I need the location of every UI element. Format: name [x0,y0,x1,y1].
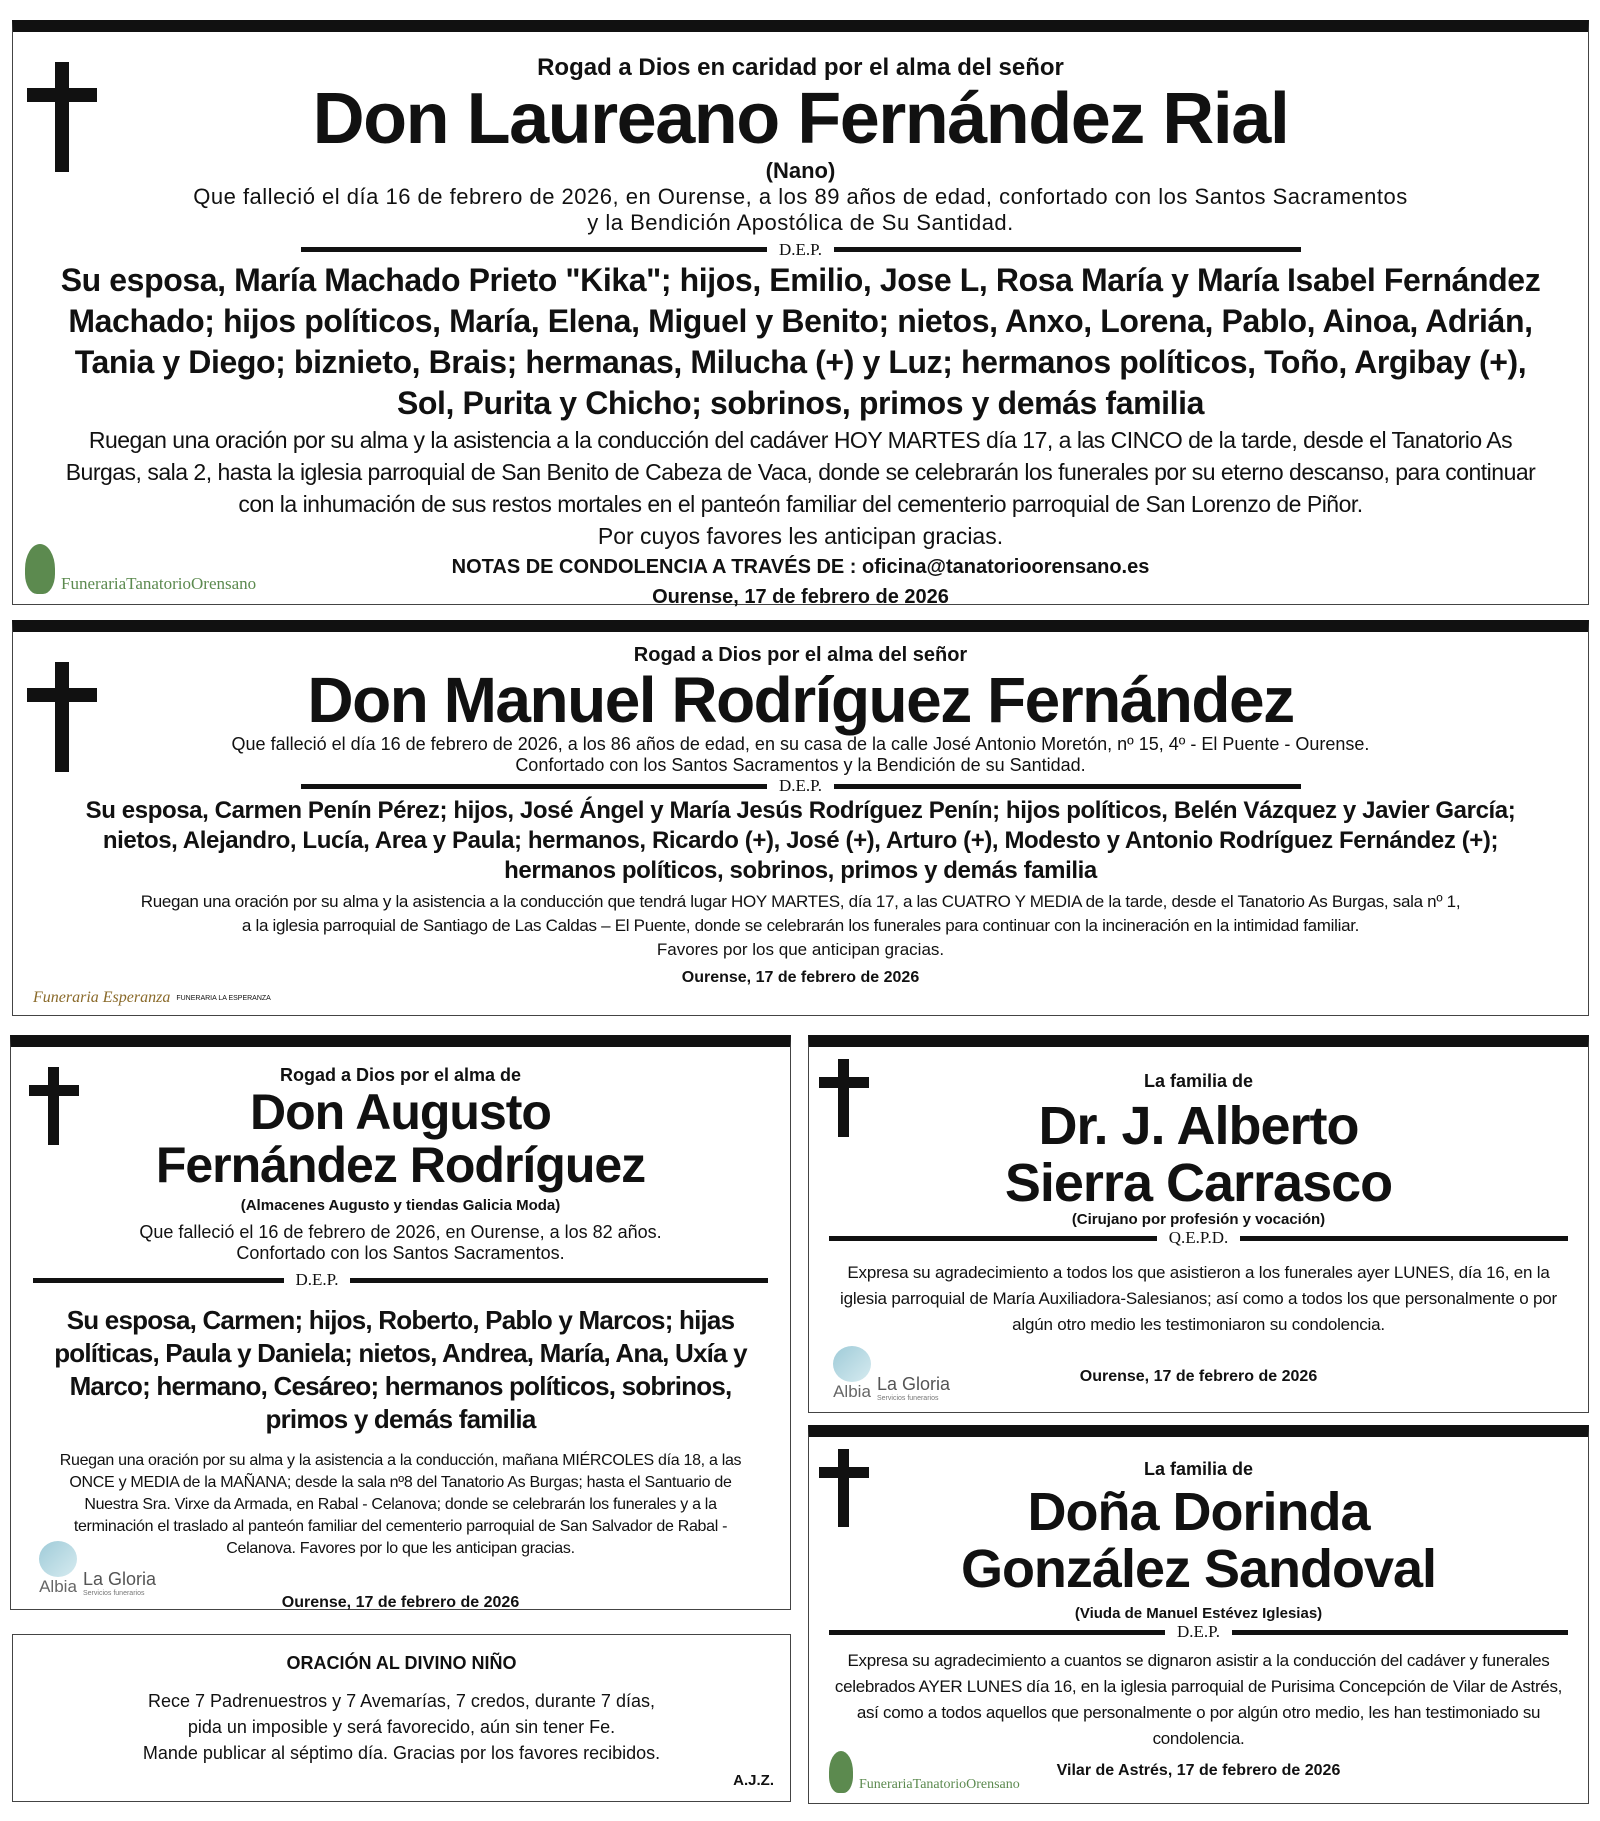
death-line: Confortado con los Santos Sacramentos y la Bendición de su Santidad. [515,755,1086,776]
funeral-home-logo: FunerariaTanatorioOrensano [829,1751,1020,1793]
intro: La familia de [1143,1459,1254,1479]
date: Vilar de Astrés, 17 de febrero de 2026 [1056,1762,1341,1780]
albia-icon [833,1346,871,1382]
thanks-dorinda [808,1425,1589,1804]
funeral-home-logo: Albia La Gloria Servicios funerarios [833,1346,950,1402]
deceased-name: Fernández Rodríguez [155,1136,646,1193]
thanks-alberto [808,1035,1589,1413]
date: Ourense, 17 de febrero de 2026 [1079,1368,1318,1386]
deceased-name: Sierra Carrasco [1004,1152,1393,1213]
thanks: Favores por los que anticipan gracias. [656,940,945,960]
prayer-line: Rece 7 Padrenuestros y 7 Avemarías, 7 credos, durante 7 días, [148,1691,655,1711]
service-details: Ruegan una oración por su alma y la asistencia a la conducción del cadáver HOY MARTES día 17, a las CINCO de la tarde, desde el Tanatorio As Burgas, sala 2, hasta la iglesia parroquial de San Benito de Cabeza de Vaca, donde se celebrarán los funerales por su eterno descanso, para continuar con la inhumación de sus restos mortales en el panteón familiar del cementerio parroquial de San Lorenzo de Piñor. [65,426,1536,517]
obituary-manuel [12,620,1589,1016]
death-line: y la Bendición Apostólica de Su Santidad. [587,209,1014,235]
thanks: Por cuyos favores les anticipan gracias. [597,522,1004,549]
cross-icon [27,662,97,772]
dep-label: Q.E.P.D. [1168,1228,1229,1248]
prayer-title: ORACIÓN AL DIVINO NIÑO [286,1653,517,1673]
dep-divider [829,1228,1568,1248]
deceased-name: Don Manuel Rodríguez Fernández [307,664,1294,736]
leaf-icon [829,1751,853,1793]
dep-divider [301,776,1301,796]
funeral-home-logo: Funeraria Esperanza FUNERARIA LA ESPERANZA [33,989,271,1006]
deceased-name: Doña Dorinda [1027,1482,1370,1542]
nickname: (Nano) [765,157,836,183]
prayer-line: pida un imposible y será favorecido, aún sin tener Fe. [187,1717,616,1737]
cross-icon [27,62,97,172]
death-line: Confortado con los Santos Sacramentos. [236,1243,565,1263]
cross-icon [29,1067,79,1145]
cross-icon [819,1059,869,1137]
date: Ourense, 17 de febrero de 2026 [681,969,920,987]
thanks-text: Expresa su agradecimiento a cuantos se dignaron asistir a la conducción del cadáver y funerales celebrados AYER LUNES día 16, en la iglesia parroquial de Purisima Concepción de Vilar de Astrés, así como a todos aquellos que personalmente o por algún otro medio, les han testimoniado su condolencia. [834,1651,1563,1749]
intro: Rogad a Dios por el alma del señor [633,644,968,666]
intro: Rogad a Dios por el alma de [279,1065,522,1085]
thanks-text: Expresa su agradecimiento a todos los que asistieron a los funerales ayer LUNES, día 16, en la iglesia parroquial de María Auxiliadora-Salesianos; así como a todos los que personalmente o por algún otro medio les testimoniaron su condolencia. [840,1263,1557,1335]
signature: A.J.Z. [733,1772,774,1789]
dep-label: D.E.P. [779,776,822,796]
dep-label: D.E.P. [779,239,822,259]
date: Ourense, 17 de febrero de 2026 [281,1594,520,1611]
family-list: Su esposa, Carmen Penín Pérez; hijos, José Ángel y María Jesús Rodríguez Penín; hijos políticos, Belén Vázquez y Javier García; nietos, Alejandro, Lucía, Area y Paula; hermanos, Ricardo (+), José (+), Arturo (+), Modesto y Antonio Rodríguez Fernández (+); hermanos políticos, sobrinos, primos y demás familia [85,797,1516,885]
deceased-name: Don Laureano Fernández Rial [312,79,1289,159]
deceased-name: Dr. J. Alberto [1038,1096,1359,1156]
death-line: Que falleció el 16 de febrero de 2026, en Ourense, a los 82 años. [139,1222,662,1242]
obituary-laureano [12,20,1589,608]
intro: Rogad a Dios en caridad por el alma del señor [537,54,1064,81]
family-list: Su esposa, Carmen; hijos, Roberto, Pablo y Marcos; hijas políticas, Paula y Daniela; nietos, Andrea, María, Ana, Uxía y Marco; hermano, Cesáreo; hermanos políticos, sobrinos, primos y demás familia [54,1305,747,1434]
funeral-home-logo: FunerariaTanatorioOrensano [25,544,256,594]
dep-label: D.E.P. [295,1270,339,1289]
leaf-icon [25,544,55,594]
family-list: Su esposa, María Machado Prieto "Kika"; hijos, Emilio, Jose L, Rosa María y María Isabel Fernández Machado; hijos políticos, María, Elena, Miguel y Benito; nietos, Anxo, Lorena, Pablo, Ainoa, Adrián, Tania y Diego; biznieto, Brais; hermanas, Milucha (+) y Luz; hermanos políticos, Toño, Argibay (+), Sol, Purita y Chicho; sobrinos, primos y demás familia [60,261,1541,421]
dep-divider [301,240,1301,260]
service-details: Ruegan una oración por su alma y la asistencia a la conducción que tendrá lugar HOY MARTES, día 17, a las CUATRO Y MEDIA de la tarde, desde el Tanatorio As Burgas, sala nº 1, [140,892,1461,912]
dep-divider [829,1622,1568,1642]
funeral-home-logo: Albia La Gloria Servicios funerarios [39,1541,156,1597]
cross-icon [819,1449,869,1527]
date: Ourense, 17 de febrero de 2026 [652,585,949,608]
deceased-name: González Sandoval [960,1538,1437,1599]
subtitle: (Almacenes Augusto y tiendas Galicia Moda) [240,1197,561,1214]
dep-divider [33,1270,768,1290]
death-line: Que falleció el día 16 de febrero de 2026, en Ourense, a los 89 años de edad, confortado con los Santos Sacramentos [193,183,1408,209]
subtitle: (Viuda de Manuel Estévez Iglesias) [1074,1605,1323,1623]
obituary-augusto [10,1035,791,1610]
albia-icon [39,1541,77,1577]
subtitle: (Cirujano por profesión y vocación) [1071,1211,1326,1229]
service-details: a la iglesia parroquial de Santiago de Las Caldas – El Puente, donde se celebrarán los funerales para continuar con la incineración en la intimidad familiar. [241,916,1360,936]
prayer-notice [12,1634,791,1802]
death-line: Que falleció el día 16 de febrero de 2026, a los 86 años de edad, en su casa de la calle José Antonio Moretón, nº 15, 4º - El Puente - Ourense. [231,734,1370,755]
prayer-line: Mande publicar al séptimo día. Gracias por los favores recibidos. [142,1743,661,1763]
dep-label: D.E.P. [1177,1622,1220,1642]
deceased-name: Don Augusto [250,1084,551,1140]
intro: La familia de [1143,1071,1254,1091]
condolences-email[interactable]: NOTAS DE CONDOLENCIA A TRAVÉS DE : oficina@tanatorioorensano.es [451,555,1150,578]
service-details: Ruegan una oración por su alma y la asistencia a la conducción, mañana MIÉRCOLES día 18, a las ONCE y MEDIA de la MAÑANA; desde la sala nº8 del Tanatorio As Burgas; hasta el Santuario de Nuestra Sra. Virxe da Armada, en Rabal - Celanova; donde se celebrarán los funerales y a la terminación el traslado al panteón familiar del cementerio parroquial de San Salvador de Rabal - Celanova. Favores por lo que les anticipan gracias. [59,1452,742,1557]
